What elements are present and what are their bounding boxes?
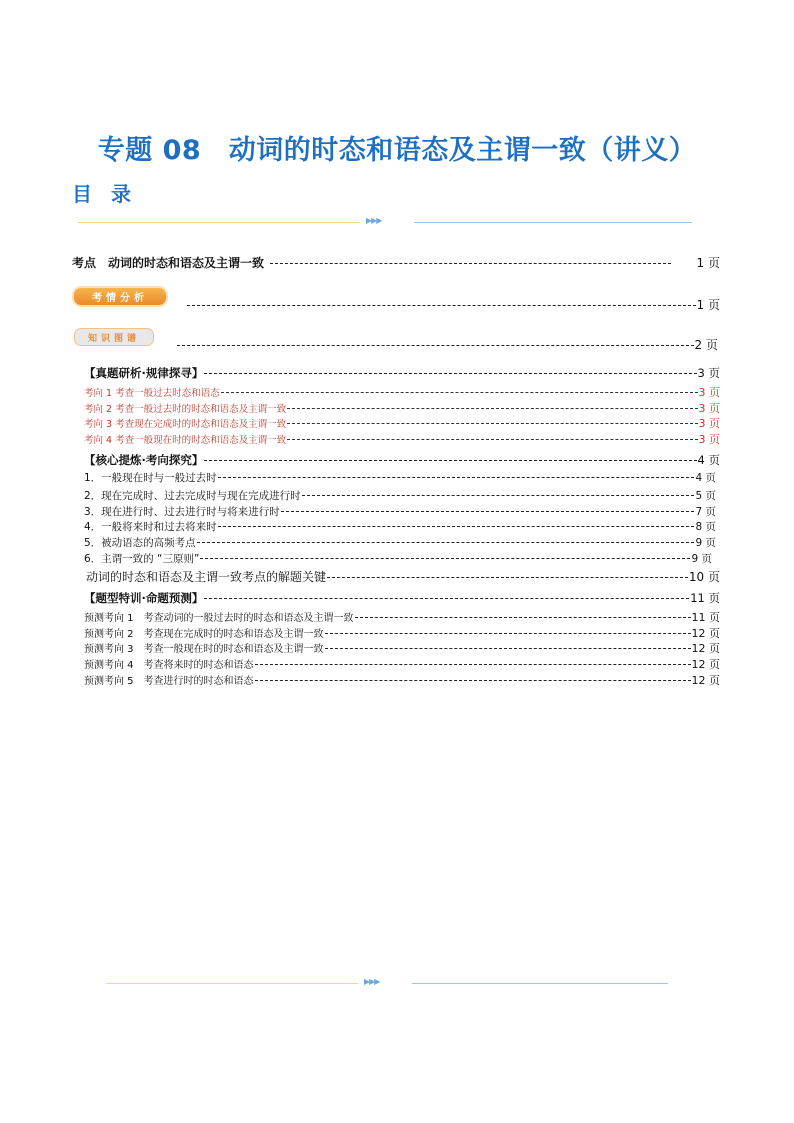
dot-leader [204, 460, 696, 461]
dot-leader [218, 477, 695, 478]
triple-arrow-icon: ▶▶▶ [364, 977, 380, 986]
toc-item-label: 考向 1 考查一般过去时态和语态 [84, 388, 220, 399]
toc-section-practice[interactable] [84, 590, 720, 606]
toc-item-label: 考向 4 考查一般现在时的时态和语态及主谓一致 [84, 435, 287, 446]
toc-item-label: 预测考向 5 考查进行时的时态和语态 [84, 676, 254, 687]
toc-analysis-page: 1 页 [696, 298, 720, 312]
toc-item[interactable] [84, 551, 712, 566]
toc-item[interactable] [84, 431, 720, 447]
dot-leader [287, 423, 697, 424]
toc-item[interactable] [84, 415, 720, 431]
dot-leader [302, 495, 695, 496]
toc-item-page: 10 页 [688, 570, 720, 584]
dot-leader [270, 263, 671, 264]
dot-leader [218, 526, 695, 527]
toc-item-summary[interactable] [86, 568, 720, 585]
toc-item-page: 12 页 [691, 642, 720, 655]
toc-item-label: 4．一般将来时和过去将来时 [84, 521, 217, 533]
toc-main-page: 1 页 [696, 256, 720, 270]
toc-item-page: 3 页 [698, 417, 720, 430]
section-page: 11 页 [690, 591, 720, 605]
dot-leader [255, 680, 691, 681]
toc-item-page: 12 页 [691, 627, 720, 640]
toc-heading: 目 录 [72, 182, 137, 206]
dot-leader [204, 373, 696, 374]
toc-item[interactable] [84, 470, 716, 485]
toc-item-label: 预测考向 3 考查一般现在时的时态和语态及主谓一致 [84, 644, 324, 655]
toc-item[interactable] [84, 656, 720, 672]
toc-item-page: 11 页 [691, 611, 720, 624]
dot-leader [327, 577, 688, 578]
toc-item[interactable] [84, 504, 716, 519]
toc-item[interactable] [84, 640, 720, 656]
dot-leader [204, 598, 689, 599]
toc-knowledge-map-page: 2 页 [694, 338, 718, 352]
toc-item-label: 预测考向 4 考查将来时的时态和语态 [84, 660, 254, 671]
toc-section-real-exam[interactable] [84, 365, 720, 381]
toc-item-label: 6．主谓一致的 “三原则” [84, 553, 200, 565]
dot-leader [325, 648, 691, 649]
toc-item[interactable] [84, 535, 716, 550]
section-heading: 【真题研析·规律探寻】 [84, 366, 204, 380]
toc-main-item[interactable] [72, 254, 720, 271]
toc-item[interactable] [84, 609, 720, 625]
toc-item-page: 12 页 [691, 674, 720, 687]
toc-item-label: 考向 2 考查一般过去时的时态和语态及主谓一致 [84, 404, 287, 415]
toc-item-label: 1．一般现在时与一般过去时 [84, 472, 217, 484]
toc-main-label: 考点 动词的时态和语态及主谓一致 [72, 256, 265, 270]
section-heading: 【核心提炼·考向探究】 [84, 453, 204, 467]
dot-leader [281, 511, 695, 512]
dot-leader [200, 558, 690, 559]
section-heading: 【题型特训·命题预测】 [84, 591, 204, 605]
toc-item-page: 5 页 [695, 490, 716, 502]
toc-item-page: 4 页 [695, 472, 716, 484]
toc-item-label: 2．现在完成时、过去完成时与现在完成进行时 [84, 490, 301, 502]
section-page: 4 页 [697, 453, 720, 467]
toc-item-page: 12 页 [691, 658, 720, 671]
toc-badge-row-knowledge-map[interactable] [176, 336, 718, 353]
section-page: 3 页 [697, 366, 720, 380]
toc-item-label: 预测考向 1 考查动词的一般过去时的时态和语态及主谓一致 [84, 613, 354, 624]
toc-item-page: 9 页 [695, 537, 716, 549]
toc-item-page: 8 页 [695, 521, 716, 533]
toc-item-label: 预测考向 2 考查现在完成时的时态和语态及主谓一致 [84, 629, 324, 640]
toc-item[interactable] [84, 400, 720, 416]
badge-knowledge-map-label: 知识图谱 [87, 333, 140, 344]
toc-badge-row-analysis[interactable] [186, 296, 720, 313]
toc-item-label: 动词的时态和语态及主谓一致考点的解题关键 [86, 570, 327, 584]
toc-item[interactable] [84, 519, 716, 534]
document-title: 专题 08 动词的时态和语态及主谓一致（讲义） [97, 135, 697, 166]
toc-item-label: 5．被动语态的高频考点 [84, 537, 196, 549]
toc-item-page: 3 页 [698, 402, 720, 415]
toc-item-label: 3．现在进行时、过去进行时与将来进行时 [84, 506, 280, 518]
badge-analysis-icon [74, 288, 166, 305]
dot-leader [325, 633, 691, 634]
badge-knowledge-map-icon [74, 328, 154, 346]
dot-leader [177, 345, 694, 346]
dot-leader [187, 305, 696, 306]
triple-arrow-icon: ▶▶▶ [366, 216, 382, 225]
toc-item[interactable] [84, 672, 720, 688]
toc-item-label: 考向 3 考查现在完成时的时态和语态及主谓一致 [84, 419, 287, 430]
toc-section-core[interactable] [84, 452, 720, 468]
toc-item-page: 9 页 [691, 553, 712, 565]
dot-leader [197, 542, 695, 543]
badge-analysis-label: 考情分析 [92, 293, 148, 304]
dot-leader [287, 408, 697, 409]
dot-leader [255, 664, 691, 665]
toc-item-page: 3 页 [698, 433, 720, 446]
dot-leader [355, 617, 691, 618]
toc-item[interactable] [84, 488, 716, 503]
toc-item[interactable] [84, 625, 720, 641]
toc-item-page: 7 页 [695, 506, 716, 518]
toc-item-page: 3 页 [698, 386, 720, 399]
dot-leader [221, 392, 698, 393]
toc-item[interactable] [84, 384, 720, 400]
dot-leader [287, 439, 697, 440]
